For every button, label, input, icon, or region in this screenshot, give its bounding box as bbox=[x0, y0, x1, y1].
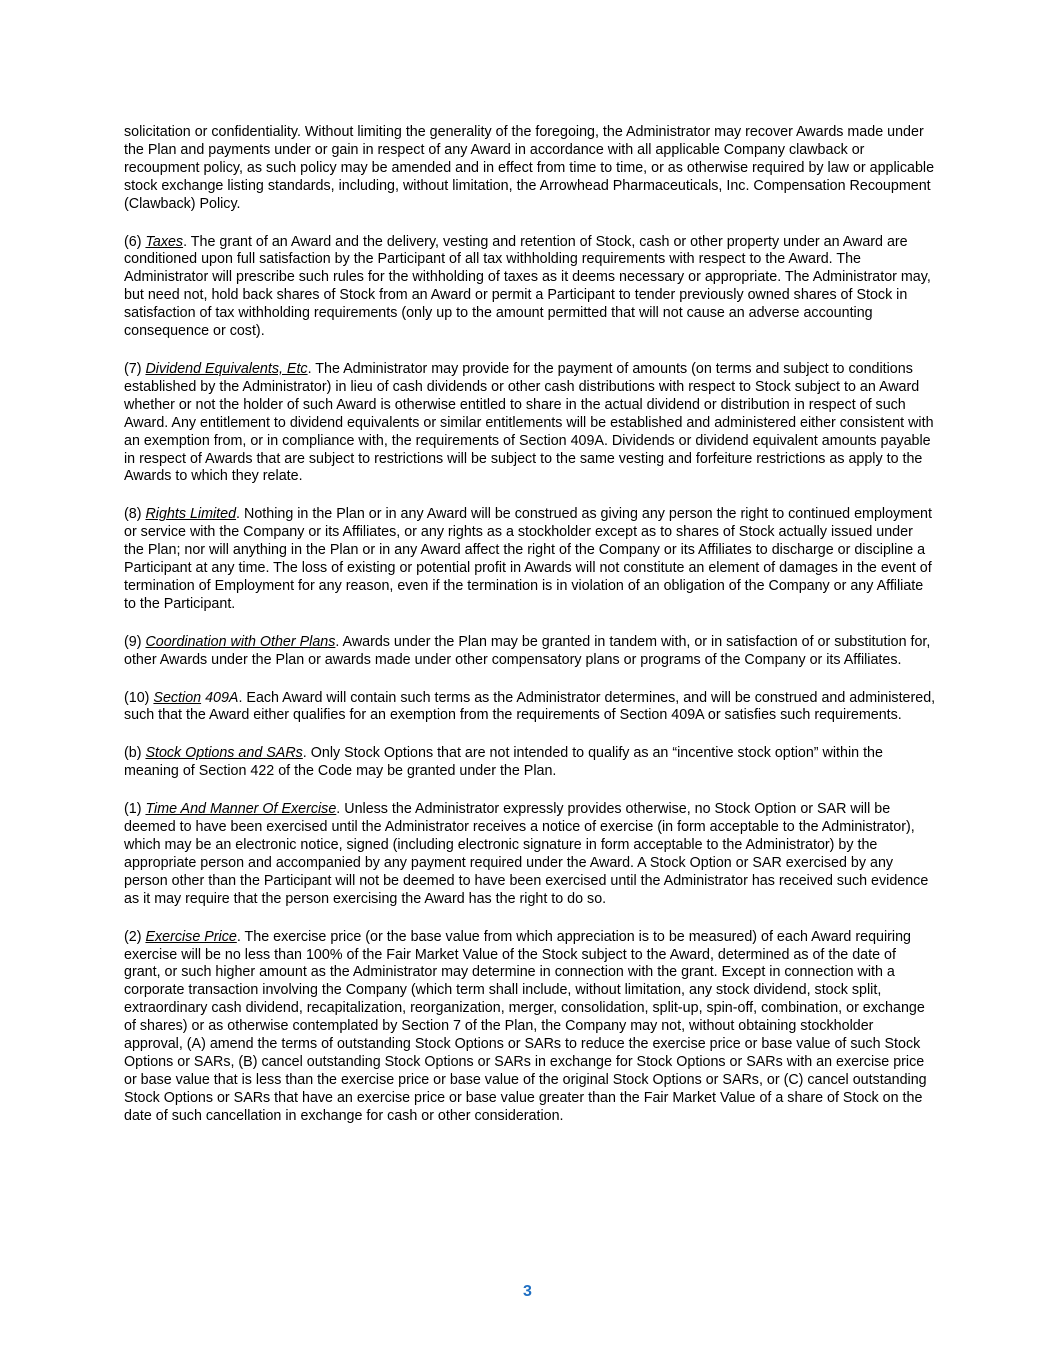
paragraph-clawback-continued bbox=[124, 124, 936, 214]
paragraph-number: (10) bbox=[124, 689, 154, 706]
paragraph-heading: Coordination with Other Plans bbox=[145, 633, 336, 650]
paragraph-heading: Dividend Equivalents, Etc bbox=[145, 360, 308, 377]
paragraph-heading: Section bbox=[153, 689, 202, 706]
paragraph-heading: Time And Manner Of Exercise bbox=[145, 801, 337, 818]
paragraph-time-manner-exercise bbox=[124, 801, 936, 908]
paragraph-heading: Taxes bbox=[145, 233, 184, 250]
paragraph-body: . Each Award will contain such terms as the Administrator determines, and will be construed and administered, such that the Award either qualifies for an exemption from the requirements of Section 409A or satisfies such requirements. bbox=[124, 689, 936, 724]
paragraph-number: (2) bbox=[124, 928, 146, 945]
paragraph-rights-limited bbox=[124, 506, 936, 613]
page-number: 3 bbox=[523, 1283, 532, 1300]
paragraph-number: (9) bbox=[124, 633, 146, 650]
paragraph-heading-suffix: 409A bbox=[201, 689, 239, 706]
paragraph-number: (b) bbox=[124, 745, 146, 762]
paragraph-body: . The Administrator may provide for the payment of amounts (on terms and subject to conditions established by the Administrator) in lieu of cash dividends or other cash distributions with respect to Stock subject to an Award whether or not the holder of such Award is otherwise entitled to share in the actual dividend or distribution in respect of such Award. Any entitlement to dividend equivalents or similar entitlements will be established and administered either consistent with an exemption from, or in compliance with, the requirements of Section 409A. Dividends or dividend equivalent amounts payable in respect of Awards that are subject to restrictions will be subject to the same vesting and forfeiture restrictions as apply to the Awards to which they relate. bbox=[124, 360, 934, 485]
paragraph-number: (6) bbox=[124, 233, 146, 250]
paragraph-section-409a bbox=[124, 690, 936, 726]
paragraph-number: (8) bbox=[124, 506, 146, 523]
paragraph-heading: Rights Limited bbox=[145, 506, 237, 523]
paragraph-body: . Unless the Administrator expressly provides otherwise, no Stock Option or SAR will be deemed to have been exercised until the Administrator receives a notice of exercise (in form acceptable to the Administrator), which may be an electronic notice, signed (including electronic signature in form acceptable to the Administrator) by the appropriate person and accompanied by any payment required under the Award. A Stock Option or SAR exercised by any person other than the Participant will not be deemed to have been exercised until the Administrator has received such evidence as it may require that the person exercising the Award has the right to do so. bbox=[124, 801, 929, 907]
paragraph-body: . The grant of an Award and the delivery, vesting and retention of Stock, cash or other property under an Award are conditioned upon full satisfaction by the Participant of all tax withholding requirements with respect to the Award. The Administrator will prescribe such rules for the withholding of taxes as it deems necessary or appropriate. The Administrator may, but need not, hold back shares of Stock from an Award or permit a Participant to tender previously owned shares of Stock in satisfaction of tax withholding requirements (only up to the amount permitted that will not cause an adverse accounting consequence or cost). bbox=[124, 233, 931, 340]
paragraph-taxes bbox=[124, 234, 936, 341]
paragraph-number: (1) bbox=[124, 801, 146, 818]
paragraph-stock-options-sars bbox=[124, 745, 936, 781]
paragraph-body: solicitation or confidentiality. Without limiting the generality of the foregoing, the Administrator may recover Awards made under the Plan and payments under or gain in respect of any Award in accordance with all applicable Company clawback or recoupment policy, as such policy may be amended and in effect from time to time, or as otherwise required by law or applicable stock exchange listing standards, including, without limitation, the Arrowhead Pharmaceuticals, Inc. Compensation Recoupment (Clawback) Policy. bbox=[124, 124, 935, 212]
paragraph-body: . Awards under the Plan may be granted in tandem with, or in satisfaction of or substitution for, other Awards under the Plan or awards made under other compensatory plans or programs of the Company or its Affiliates. bbox=[124, 633, 931, 668]
paragraph-heading: Exercise Price bbox=[145, 928, 237, 945]
paragraph-body: . Nothing in the Plan or in any Award will be construed as giving any person the right to continued employment or service with the Company or its Affiliates, or any rights as a stockholder except as to shares of Stock actually issued under the Plan; nor will anything in the Plan or in any Award affect the right of the Company or its Affiliates to discharge or discipline a Participant at any time. The loss of existing or potential profit in Awards will not constitute an element of damages in the event of termination of Employment for any reason, even if the termination is in violation of an obligation of the Company or any Affiliate to the Participant. bbox=[124, 506, 932, 612]
paragraph-number: (7) bbox=[124, 360, 146, 377]
paragraph-heading: Stock Options and SARs bbox=[145, 745, 303, 762]
paragraph-exercise-price bbox=[124, 929, 936, 1126]
paragraph-body: . Only Stock Options that are not intended to qualify as an “incentive stock option” within the meaning of Section 422 of the Code may be granted under the Plan. bbox=[124, 745, 883, 780]
document-page bbox=[124, 124, 936, 1146]
paragraph-dividend-equivalents bbox=[124, 361, 936, 486]
paragraph-body: . The exercise price (or the base value from which appreciation is to be measured) of each Award requiring exercise will be no less than 100% of the Fair Market Value of the Stock subject to the Award, determined as of the date of grant, or such higher amount as the Administrator may determine in connection with the grant. Except in connection with a corporate transaction involving the Company (which term shall include, without limitation, any stock dividend, stock split, extraordinary cash dividend, recapitalization, reorganization, merger, consolidation, split-up, spin-off, combination, or exchange of shares) or as otherwise contemplated by Section 7 of the Plan, the Company may not, without obtaining stockholder approval, (A) amend the terms of outstanding Stock Options or SARs to reduce the exercise price or base value of such Stock Options or SARs, (B) cancel outstanding Stock Options or SARs in exchange for Stock Options or SARs with an exercise price or base value that is less than the exercise price or base value of the original Stock Options or SARs, or (C) cancel outstanding Stock Options or SARs that have an exercise price or base value greater than the Fair Market Value of a share of Stock on the date of such cancellation in exchange for cash or other consideration. bbox=[124, 928, 927, 1124]
paragraph-coordination-other-plans bbox=[124, 634, 936, 670]
